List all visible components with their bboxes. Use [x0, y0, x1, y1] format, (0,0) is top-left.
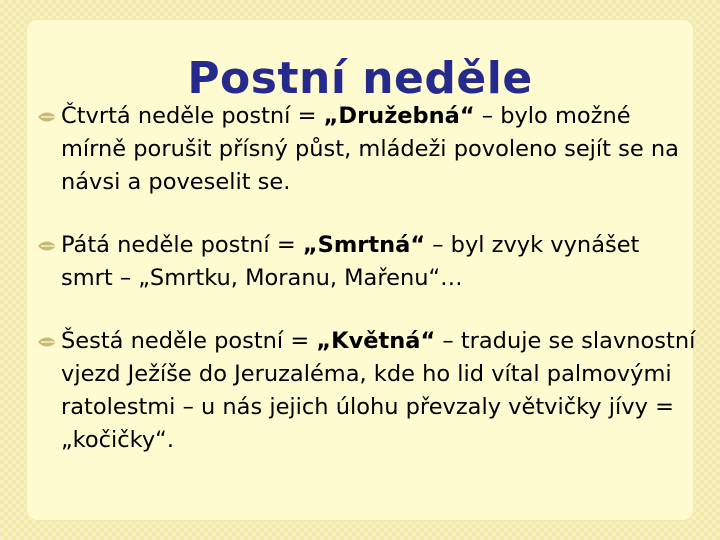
bullet-text [61, 232, 639, 291]
bullet-item-sesta [37, 325, 697, 457]
bullet-emphasis: „Smrtná“ [302, 232, 426, 258]
bullet-list [37, 100, 697, 457]
leaf-bullet-icon [37, 110, 61, 124]
bullet-text-after: – byl zvyk vynášet smrt – „Smrtku, Moranu, Mařenu“… [61, 232, 640, 291]
bullet-text-after: – traduje se slavnostní vjezd Ježíše do Jeruzaléma, kde ho lid vítal palmovými ratolestmi – u nás jejich úlohu převzaly větvičky jívy = „kočičky“. [61, 328, 696, 453]
bullet-text-after: – bylo možné mírně porušit přísný půst, mládeži povoleno sejít se na návsi a poveselit se. [61, 103, 679, 195]
bullet-text-before: Šestá neděle postní = [61, 328, 317, 354]
bullet-text-before: Čtvrtá neděle postní = [61, 103, 324, 129]
leaf-bullet-icon [37, 335, 61, 349]
bullet-text [61, 103, 679, 195]
slide-title: Postní neděle [187, 53, 533, 105]
leaf-bullet-icon [37, 239, 61, 253]
bullet-emphasis: „Družebná“ [323, 103, 475, 129]
bullet-text-before: Pátá neděle postní = [61, 232, 303, 258]
bullet-text [61, 328, 695, 453]
bullet-emphasis: „Květná“ [316, 328, 436, 354]
bullet-item-pata [37, 229, 697, 295]
bullet-item-ctvrta [37, 100, 697, 199]
